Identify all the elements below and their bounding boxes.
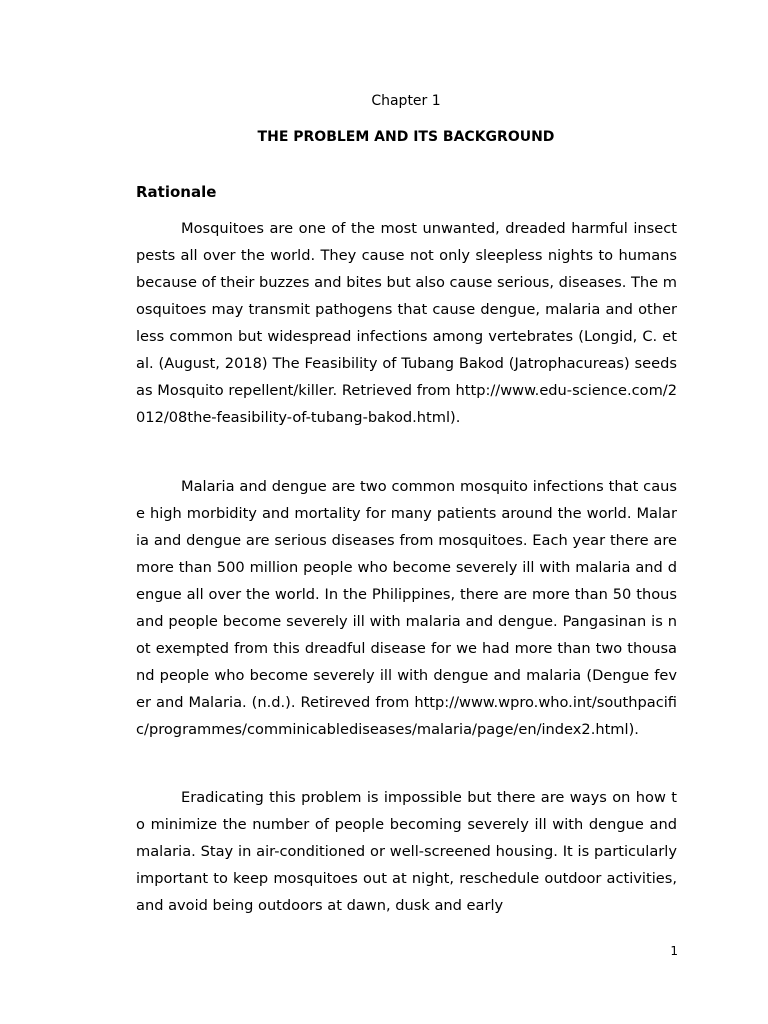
paragraph-3: Eradicating this problem is impossible but there are ways on how to minimize the number of people becoming severely ill with dengue and malaria. Stay in air-conditioned or well-screened housing. It is particularly important to keep mosquitoes out at night, reschedule outdoor activities, and avoid being outdoors at dawn, dusk and early (136, 789, 677, 914)
chapter-title: THE PROBLEM AND ITS BACKGROUND (257, 129, 555, 145)
paragraph-2: Malaria and dengue are two common mosquito infections that cause high morbidity and mortality for many patients around the world. Malaria and dengue are serious diseases from mosquitoes. Each year there are more than 500 million people who become severely ill with malaria and dengue all over the world. In the Philippines, there are more than 50 thousand people become severely ill with malaria and dengue. Pangasinan is not exempted from this dreadful disease for we had more than two thousand people who become severely ill with dengue and malaria (Dengue fever and Malaria. (n.d.). Retireved from http://www.wpro.who.int/southpacific/programmes/comminicablediseases/malaria/page/en/index2.html). (136, 478, 677, 738)
chapter-label: Chapter 1 (371, 93, 441, 109)
page-number: 1 (670, 944, 678, 958)
section-heading: Rationale (136, 183, 217, 201)
paragraph-1: Mosquitoes are one of the most unwanted, dreaded harmful insect pests all over the world. They cause not only sleepless nights to humans because of their buzzes and bites but also cause serious, diseases. The mosquitoes may transmit pathogens that cause dengue, malaria and other less common but widespread infections among vertebrates (Longid, C. et al. (August, 2018) The Feasibility of Tubang Bakod (Jatrophacureas) seeds as Mosquito repellent/killer. Retrieved from http://www.edu-science.com/2012/08the-feasibility-of-tubang-bakod.html). (136, 220, 677, 426)
